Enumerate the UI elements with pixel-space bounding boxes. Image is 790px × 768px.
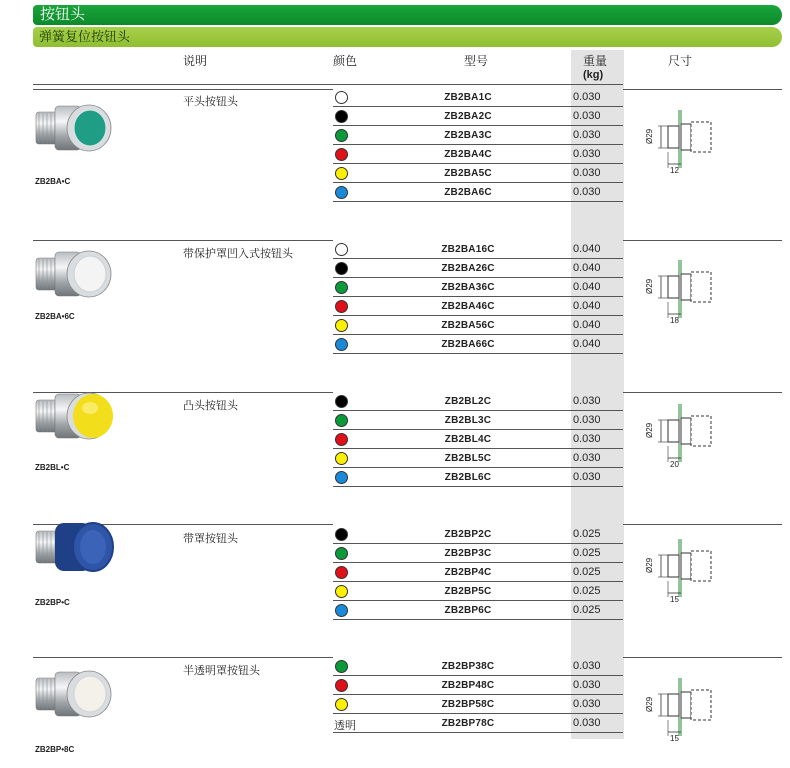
model-number: ZB2BA66C <box>441 339 495 350</box>
model-number: ZB2BA2C <box>444 111 492 122</box>
table-row <box>333 468 623 487</box>
color-swatch-yellow <box>335 319 348 332</box>
color-swatch-yellow <box>335 167 348 180</box>
dimension-length-label: 12 <box>670 166 679 175</box>
color-swatch-yellow <box>335 452 348 465</box>
color-swatch-black <box>335 395 348 408</box>
table-row <box>333 544 623 563</box>
weight-value: 0.025 <box>573 566 601 578</box>
model-number: ZB2BL2C <box>444 396 492 407</box>
weight-value: 0.030 <box>573 186 601 198</box>
dimension-length-label: 15 <box>670 734 679 743</box>
table-row <box>333 145 623 164</box>
color-label: 透明 <box>334 720 356 732</box>
weight-value: 0.030 <box>573 395 601 407</box>
group-divider-right <box>623 392 782 393</box>
group-divider-right <box>623 657 782 658</box>
table-row <box>333 183 623 202</box>
header-weight: 重量 <box>583 54 608 68</box>
table-row <box>333 676 623 695</box>
subsection-title-bar <box>33 27 782 47</box>
weight-value: 0.030 <box>573 433 601 445</box>
table-row <box>333 316 623 335</box>
weight-value: 0.030 <box>573 129 601 141</box>
color-swatch-green <box>335 660 348 673</box>
group-divider <box>33 657 333 658</box>
color-swatch-green <box>335 129 348 142</box>
model-number: ZB2BP48C <box>441 680 495 691</box>
model-number: ZB2BA26C <box>441 263 495 274</box>
color-swatch-black <box>335 528 348 541</box>
weight-value: 0.030 <box>573 471 601 483</box>
table-row <box>333 525 623 544</box>
dimension-drawing <box>643 108 733 178</box>
header-desc: 说明 <box>183 54 208 68</box>
product-description: 带罩按钮头 <box>183 533 238 545</box>
model-number: ZB2BP6C <box>444 605 492 616</box>
model-number: ZB2BP2C <box>444 529 492 540</box>
model-number: ZB2BP5C <box>444 586 492 597</box>
table-row <box>333 601 623 620</box>
diameter-label: Ø29 <box>645 696 654 712</box>
product-series-label: ZB2BL•C <box>35 463 70 472</box>
button-head-photo <box>33 386 118 446</box>
product-series-label: ZB2BP•8C <box>35 745 75 754</box>
model-number: ZB2BA56C <box>441 320 495 331</box>
weight-value: 0.030 <box>573 148 601 160</box>
model-number: ZB2BP38C <box>441 661 495 672</box>
model-number: ZB2BA4C <box>444 149 492 160</box>
weight-value: 0.030 <box>573 110 601 122</box>
diameter-label: Ø29 <box>645 557 654 573</box>
model-number: ZB2BA5C <box>444 168 492 179</box>
table-row <box>333 449 623 468</box>
model-number: ZB2BP4C <box>444 567 492 578</box>
weight-value: 0.030 <box>573 452 601 464</box>
color-swatch-green <box>335 281 348 294</box>
header-size: 尺寸 <box>668 54 693 68</box>
model-number: ZB2BA3C <box>444 130 492 141</box>
section-title-bar <box>33 5 782 25</box>
button-head-photo <box>33 664 118 724</box>
weight-value: 0.030 <box>573 717 601 729</box>
weight-value: 0.030 <box>573 414 601 426</box>
weight-value: 0.030 <box>573 91 601 103</box>
dimension-drawing <box>643 676 733 746</box>
header-divider <box>33 84 623 85</box>
product-description: 半透明罩按钮头 <box>183 665 260 677</box>
button-head-photo <box>33 98 118 158</box>
table-row <box>333 392 623 411</box>
weight-value: 0.025 <box>573 547 601 559</box>
color-swatch-blue <box>335 186 348 199</box>
model-number: ZB2BP78C <box>441 718 495 729</box>
group-divider-right <box>623 240 782 241</box>
table-row <box>333 88 623 107</box>
color-swatch-black <box>335 262 348 275</box>
table-row <box>333 259 623 278</box>
weight-value: 0.040 <box>573 300 601 312</box>
weight-value: 0.025 <box>573 585 601 597</box>
color-swatch-red <box>335 148 348 161</box>
model-number: ZB2BA16C <box>441 244 495 255</box>
button-head-photo <box>33 244 118 304</box>
group-divider <box>33 240 333 241</box>
table-row <box>333 582 623 601</box>
product-series-label: ZB2BP•C <box>35 598 70 607</box>
product-series-label: ZB2BA•6C <box>35 312 75 321</box>
product-series-label: ZB2BA•C <box>35 177 71 186</box>
dimension-length-label: 15 <box>670 595 679 604</box>
color-swatch-white <box>335 243 348 256</box>
color-swatch-black <box>335 110 348 123</box>
color-swatch-yellow <box>335 698 348 711</box>
weight-value: 0.030 <box>573 660 601 672</box>
color-swatch-red <box>335 300 348 313</box>
dimension-drawing <box>643 402 733 472</box>
color-swatch-red <box>335 679 348 692</box>
table-row <box>333 411 623 430</box>
diameter-label: Ø29 <box>645 422 654 438</box>
product-description: 平头按钮头 <box>183 96 238 108</box>
group-divider-right <box>623 524 782 525</box>
weight-value: 0.040 <box>573 243 601 255</box>
table-row <box>333 714 623 733</box>
table-row <box>333 240 623 259</box>
table-row <box>333 164 623 183</box>
diameter-label: Ø29 <box>645 278 654 294</box>
group-divider <box>33 89 333 90</box>
dimension-drawing <box>643 537 733 607</box>
weight-value: 0.030 <box>573 167 601 179</box>
button-head-photo <box>33 517 118 577</box>
table-row <box>333 657 623 676</box>
dimension-length-label: 18 <box>670 316 679 325</box>
color-swatch-green <box>335 414 348 427</box>
model-number: ZB2BA1C <box>444 92 492 103</box>
table-row <box>333 430 623 449</box>
table-row <box>333 126 623 145</box>
dimension-drawing <box>643 258 733 328</box>
header-model: 型号 <box>464 54 489 68</box>
color-swatch-red <box>335 566 348 579</box>
table-row <box>333 335 623 354</box>
header-weight-unit: (kg) <box>583 69 604 81</box>
model-number: ZB2BP3C <box>444 548 492 559</box>
header-color: 颜色 <box>333 54 358 68</box>
table-row <box>333 695 623 714</box>
group-divider-right <box>623 89 782 90</box>
model-number: ZB2BL4C <box>444 434 492 445</box>
weight-value: 0.040 <box>573 338 601 350</box>
weight-value: 0.040 <box>573 319 601 331</box>
model-number: ZB2BL6C <box>444 472 492 483</box>
color-swatch-blue <box>335 471 348 484</box>
subsection-title: 弹簧复位按钮头 <box>39 29 131 44</box>
table-row <box>333 278 623 297</box>
product-description: 带保护罩凹入式按钮头 <box>183 248 293 260</box>
model-number: ZB2BA6C <box>444 187 492 198</box>
model-number: ZB2BP58C <box>441 699 495 710</box>
model-number: ZB2BA36C <box>441 282 495 293</box>
weight-value: 0.030 <box>573 679 601 691</box>
weight-value: 0.040 <box>573 262 601 274</box>
model-number: ZB2BL3C <box>444 415 492 426</box>
color-swatch-blue <box>335 338 348 351</box>
model-number: ZB2BL5C <box>444 453 492 464</box>
product-description: 凸头按钮头 <box>183 400 238 412</box>
section-title: 按钮头 <box>40 6 86 23</box>
weight-value: 0.025 <box>573 604 601 616</box>
table-row <box>333 563 623 582</box>
table-row <box>333 107 623 126</box>
weight-value: 0.030 <box>573 698 601 710</box>
dimension-length-label: 20 <box>670 460 679 469</box>
color-swatch-yellow <box>335 585 348 598</box>
table-row <box>333 297 623 316</box>
color-swatch-white <box>335 91 348 104</box>
model-number: ZB2BA46C <box>441 301 495 312</box>
weight-value: 0.025 <box>573 528 601 540</box>
color-swatch-red <box>335 433 348 446</box>
weight-value: 0.040 <box>573 281 601 293</box>
color-swatch-green <box>335 547 348 560</box>
diameter-label: Ø29 <box>645 128 654 144</box>
color-swatch-blue <box>335 604 348 617</box>
